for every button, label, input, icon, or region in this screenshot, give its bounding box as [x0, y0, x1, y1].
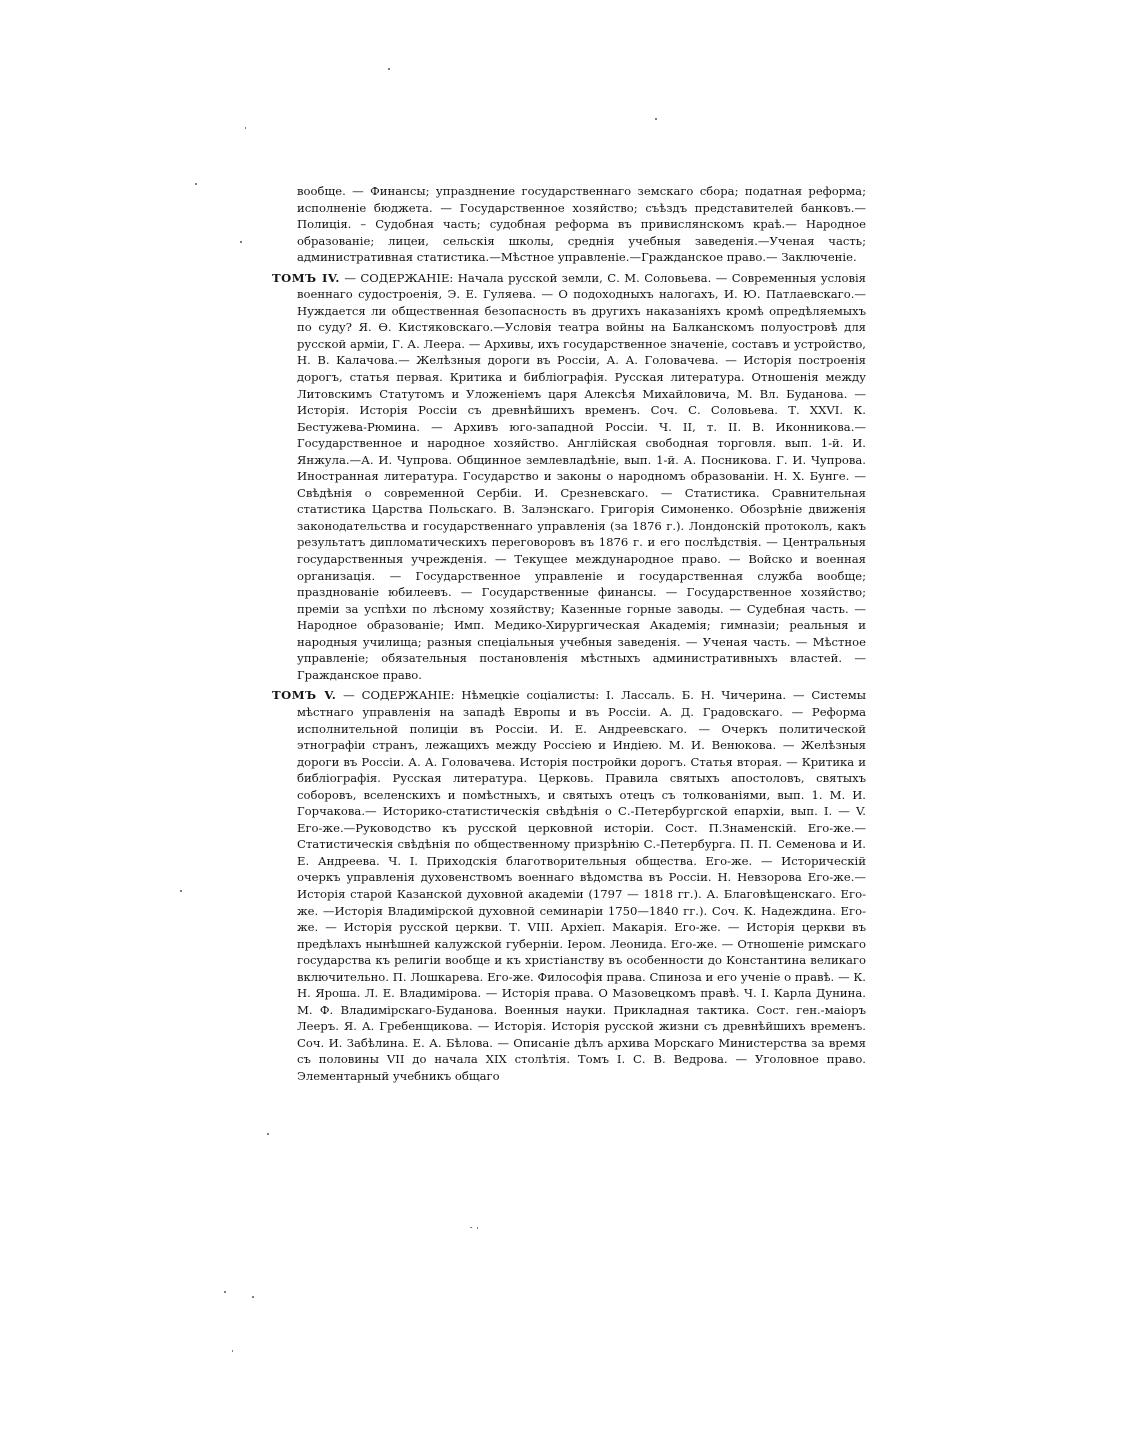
volume-label: ТОМЪ V.	[272, 688, 337, 703]
table-of-contents-text	[272, 183, 866, 1089]
scan-speck	[655, 118, 657, 120]
paragraph-text: вообще. — Финансы; упразднение государственнаго земскаго сбора; податная реформа; исполненіе бюджета. — Государственное хозяйство; съѣздъ представителей банковъ.—Полиція. – Судобная часть; судобная реформа въ привислянскомъ краѣ.— Народное образованіе; лицеи, сельскія школы, среднія учебныя заведенія.—Ученая часть; административная статистика.—Мѣстное управленіе.—Гражданское право.— Заключеніе.	[297, 184, 866, 265]
scan-speck	[470, 1227, 472, 1228]
scan-speck	[267, 1133, 269, 1135]
scan-speck	[240, 241, 242, 243]
paragraph-tom-v	[272, 687, 866, 1084]
paragraph-text: — СОДЕРЖАНІЕ: Начала русской земли, С. М. Соловьева. — Современныя условія военнаго судостроенія, Э. Е. Гуляева. — О подоходныхъ налогахъ, И. Ю. Патлаевскаго.—Нуждается ли общественная безопасность въ другихъ наказаніяхъ кромѣ опредѣляемыхъ по суду? Я. Ѳ. Кистяковскаго.—Условія театра войны на Балканскомъ полуостровѣ для русской арміи, Г. А. Леера. — Архивы, ихъ государственное значеніе, составъ и устройство, Н. В. Калачова.— Желѣзныя дороги въ Россіи, А. А. Головачева. — Исторія построенія дорогъ, статья первая. Критика и библіографія. Русская литература. Отношенія между Литовскимъ Статутомъ и Уложеніемъ царя Алексѣя Михайловича, М. Вл. Буданова. — Исторія. Исторія Россіи съ древнѣйшихъ временъ. Соч. С. Соловьева. Т. XXVI. К. Бестужева-Рюмина. — Архивъ юго-западной Россіи. Ч. II, т. II. В. Иконникова.—Государственное и народное хозяйство. Англійская свободная торговля. вып. 1-й. И. Янжула.—А. И. Чупрова. Общинное землевладѣніе, вып. 1-й. А. Посникова. Г. И. Чупрова. Иностранная литература. Государство и законы о народномъ образованіи. Н. Х. Бунге. — Свѣдѣнія о современной Сербіи. И. Срезневскаго. — Статистика. Сравнительная статистика Царства Польскаго. В. Залэнскаго. Григорія Симоненко. Обозрѣніе движенія законодательства и государственнаго управленія (за 1876 г.). Лондонскій протоколъ, какъ результатъ дипломатическихъ переговоровъ въ 1876 г. и его послѣдствія. — Центральныя государственныя учрежденія. — Текущее международное право. — Войско и военная организація. — Государственное управленіе и государственная служба вообще; празднованіе юбилеевъ. — Государственные финансы. — Государственное хозяйство; преміи за успѣхи по лѣсному хозяйству; Казенные горные заводы. — Судебная часть. — Народное образованіе; Имп. Медико-Хирургическая Академія; гимназіи; реальныя и народныя училища; разныя спеціальныя учебныя заведенія. — Ученая часть. — Мѣстное управленіе; обязательныя постановленія мѣстныхъ административныхъ властей. — Гражданское право.	[297, 270, 866, 682]
scan-speck	[180, 890, 182, 892]
paragraph-tom-iii-continuation	[272, 183, 866, 266]
scan-speck	[477, 1227, 478, 1229]
scan-speck	[232, 1350, 233, 1352]
scan-speck	[245, 127, 246, 129]
scan-speck	[195, 183, 197, 185]
scan-speck	[224, 1291, 226, 1293]
volume-label: ТОМЪ IV.	[272, 270, 340, 285]
scan-speck	[388, 68, 390, 70]
paragraph-text: — СОДЕРЖАНІЕ: Нѣмецкіе соціалисты: І. Лассаль. Б. Н. Чичерина. — Системы мѣстнаго управленія на западѣ Европы и въ Россіи. А. Д. Градовскаго. — Реформа исполнительной полиціи въ Россіи. И. Е. Андреевскаго. — Очеркъ политической этнографіи странъ, лежащихъ между Россіею и Индіею. М. И. Венюкова. — Желѣзныя дороги въ Россіи. А. А. Головачева. Исторія постройки дорогъ. Статья вторая. — Критика и библіографія. Русская литература. Церковь. Правила святыхъ апостоловъ, святыхъ соборовъ, вселенскихъ и помѣстныхъ, и святыхъ отецъ съ толкованіями, вып. 1. М. И. Горчакова.— Историко-статистическія свѣдѣнія о С.-Петербургской епархіи, вып. I. — V. Его-же.—Руководство къ русской церковной исторіи. Сост. П.Знаменскій. Его-же.— Статистическія свѣдѣнія по общественному призрѣнію С.-Петербурга. П. П. Семенова и И. Е. Андреева. Ч. I. Приходскія благотворительныя общества. Его-же. — Историческій очеркъ управленія духовенствомъ военнаго вѣдомства въ Россіи. Н. Невзорова Его-же.—Исторія старой Казанской духовной академіи (1797 — 1818 гг.). А. Благовѣщенскаго. Его-же. —Исторія Владимірской духовной семинаріи 1750—1840 гг.). Соч. К. Надеждина. Его-же. — Исторія русской церкви. Т. VIII. Архіеп. Макарія. Его-же. — Исторія церкви въ предѣлахъ нынѣшней калужской губерніи. Іером. Леонида. Его-же. — Отношеніе римскаго государства къ религіи вообще и къ христіанству въ особенности до Константина великаго включительно. П. Лошкарева. Его-же. Философія права. Спиноза и его ученіе о правѣ. — К. Н. Яроша. Л. Е. Владимірова. — Исторія права. О Мазовецкомъ правѣ. Ч. I. Карла Дунина. М. Ф. Владимірскаго-Буданова. Военныя науки. Прикладная тактика. Сост. ген.-маіоръ Лееръ. Я. А. Гребенщикова. — Исторія. Исторія русской жизни съ древнѣйшихъ временъ. Соч. И. Забѣлина. Е. А. Бѣлова. — Описаніе дѣлъ архива Морскаго Министерства за время съ половины VII до начала XIX столѣтія. Томъ I. С. В. Ведрова. — Уголовное право. Элементарный учебникъ общаго	[297, 688, 866, 1083]
paragraph-tom-iv	[272, 270, 866, 684]
scan-speck	[252, 1296, 254, 1298]
